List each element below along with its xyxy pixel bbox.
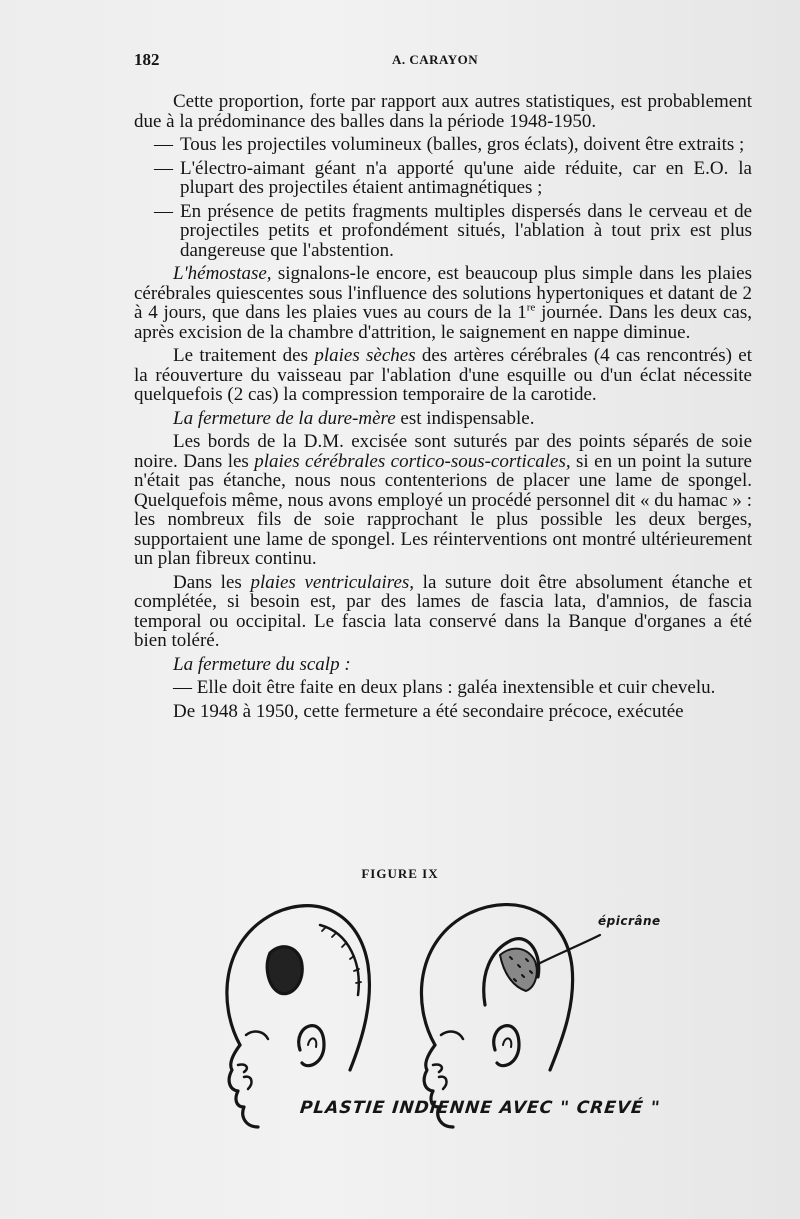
paragraph: Dans les plaies ventriculaires, la suture doit être absolument étanche et complétée, si besoin est, par des lames de fascia lata, d'amnios, de fascia temporal ou occipital. Le fascia lata conservé dans la Banque d'organes a été bien toléré. bbox=[134, 571, 753, 651]
dash-item: — En présence de petits fragments multiples dispersés dans le cerveau et de projectiles petits et profondément situés, l'ablation à tout prix est plus dangereuse que l'abstention. bbox=[154, 200, 752, 261]
paragraph: Le traitement des plaies sèches des artères cérébrales (4 cas rencontrés) et la réouverture du vaisseau par l'ablation d'une esquille ou d'un éclat nécessite quelquefois (2 cas) la compression temporaire de la carotide. bbox=[134, 345, 753, 405]
body-text bbox=[134, 92, 752, 725]
section-heading: La fermeture du scalp : bbox=[173, 653, 351, 675]
paragraph: Les bords de la D.M. excisée sont suturés par des points séparés de soie noire. Dans les plaies cérébrales cortico-sous-corticales, si en un point la suture n'était pas étanche, nous nous contenterions de placer une lame de spongel. Quelquefois même, nous avons employé un procédé personnel dit « du hamac » : les nombreux fils de soie rapprochant le plus possible les deux berges, supportaient une lame de spongel. Les réinterventions ont montré ultérieurement un plan fibreux continu. bbox=[134, 431, 752, 569]
page-number: 182 bbox=[134, 50, 160, 69]
page-header bbox=[134, 50, 750, 72]
left-head-drawing bbox=[227, 906, 370, 1127]
figure-title: FIGURE IX bbox=[361, 866, 439, 881]
paragraph: De 1948 à 1950, cette fermeture a été secondaire précoce, exécutée bbox=[173, 700, 684, 722]
paragraph: Cette proportion, forte par rapport aux autres statistiques, est probablement due à la prédominance des balles dans la période 1948-1950. bbox=[134, 91, 752, 132]
running-head-author: A. CARAYON bbox=[392, 52, 479, 67]
paragraph: — Elle doit être faite en deux plans : galéa inextensible et cuir chevelu. bbox=[173, 677, 716, 698]
paragraph: L'hémostase, signalons-le encore, est beaucoup plus simple dans les plaies cérébrales quiescentes sous l'influence des solutions hypertoniques et datant de 2 à 4 jours, que dans les plaies vues au cours de la 1re journée. Dans les deux cas, après excision de la chambre d'attrition, le saignement en nappe diminue. bbox=[134, 263, 752, 343]
dash-item: — L'électro-aimant géant n'a apporté qu'une aide réduite, car en E.O. la plupart des projectiles étaient antimagnétiques ; bbox=[154, 157, 752, 198]
right-head-drawing bbox=[421, 905, 600, 1127]
figure-annotation-label: épicrâne bbox=[598, 914, 661, 928]
figure-caption: PLASTIE INDIENNE AVEC " CREVÉ " bbox=[298, 1098, 662, 1118]
paragraph: La fermeture de la dure-mère est indispensable. bbox=[173, 407, 535, 429]
dash-item: — Tous les projectiles volumineux (balles, gros éclats), doivent être extraits ; bbox=[154, 134, 745, 155]
